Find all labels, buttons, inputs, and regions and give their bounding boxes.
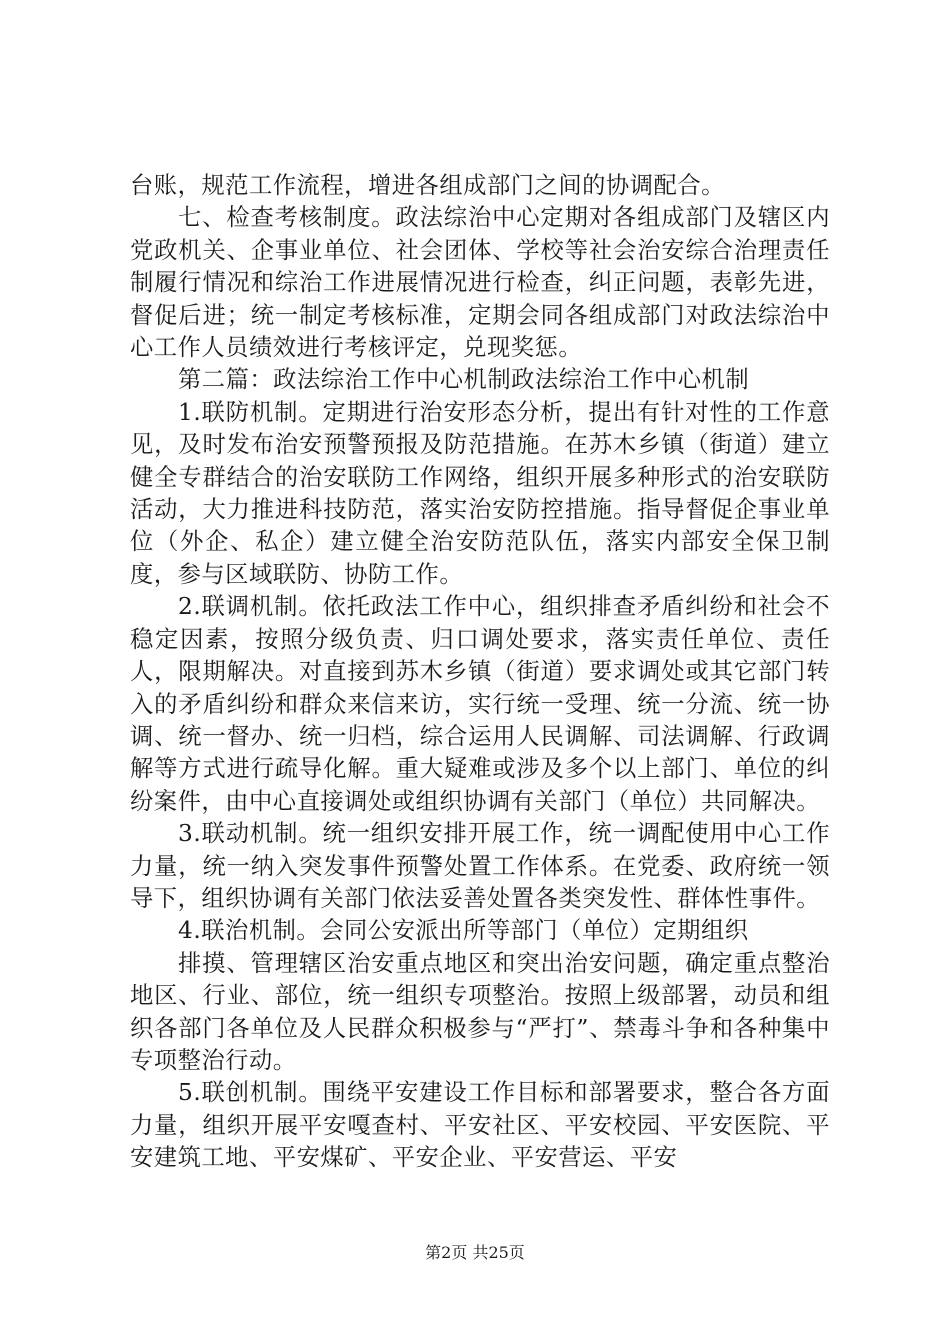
paragraph-joint-governance: 排摸、管理辖区治安重点地区和突出治安问题，确定重点整治地区、行业、部位，统一组织专项整治。按照上级部署，动员和组织各部门各单位及人民群众积极参与“严打”、禁毒斗争和各种集中专项整治行动。	[130, 949, 830, 1074]
paragraph-joint-governance-intro: 4.联治机制。会同公安派出所等部门（单位）定期组织	[178, 917, 749, 945]
paragraph-joint-mediation: 2.联调机制。依托政法工作中心，组织排查矛盾纠纷和社会不稳定因素，按照分级负责、归口调处要求，落实责任单位、责任人，限期解决。对直接到苏木乡镇（街道）要求调处或其它部门转入的矛盾纠纷和群众来信来访，实行统一受理、统一分流、统一协调、统一督办、统一归档，综合运用人民调解、司法调解、行政调解等方式进行疏导化解。重大疑难或涉及多个以上部门、单位的纠纷案件，由中心直接调处或组织协调有关部门（单位）共同解决。	[130, 593, 830, 815]
paragraph-joint-defense: 1.联防机制。定期进行治安形态分析，提出有针对性的工作意见，及时发布治安预警预报及防范措施。在苏木乡镇（街道）建立健全专群结合的治安联防工作网络，组织开展多种形式的治安联防活动，大力推进科技防范，落实治安防控措施。指导督促企事业单位（外企、私企）建立健全治安防范队伍，落实内部安全保卫制度，参与区域联防、协防工作。	[130, 398, 830, 588]
paragraph-continuation: 台账，规范工作流程，增进各组成部门之间的协调配合。	[130, 172, 725, 199]
paragraph-joint-action: 3.联动机制。统一组织安排开展工作，统一调配使用中心工作力量，统一纳入突发事件预警处置工作体系。在党委、政府统一领导下，组织协调有关部门依法妥善处置各类突发性、群体性事件。	[130, 820, 830, 912]
document-body	[130, 170, 830, 1175]
paragraph-inspection-system: 七、检查考核制度。政法综治中心定期对各组成部门及辖区内党政机关、企事业单位、社会团体、学校等社会治安综合治理责任制履行情况和综治工作进展情况进行检查，纠正问题，表彰先进，督促后进；统一制定考核标准，定期会同各组成部门对政法综治中心工作人员绩效进行考核评定，兑现奖惩。	[130, 204, 830, 362]
page-number-footer: 第2页 共25页	[425, 1243, 525, 1262]
section-heading: 第二篇：政法综治工作中心机制政法综治工作中心机制	[178, 366, 750, 394]
paragraph-joint-creation: 5.联创机制。围绕平安建设工作目标和部署要求，整合各方面力量，组织开展平安嘎查村、平安社区、平安校园、平安医院、平安建筑工地、平安煤矿、平安企业、平安营运、平安	[130, 1079, 830, 1172]
